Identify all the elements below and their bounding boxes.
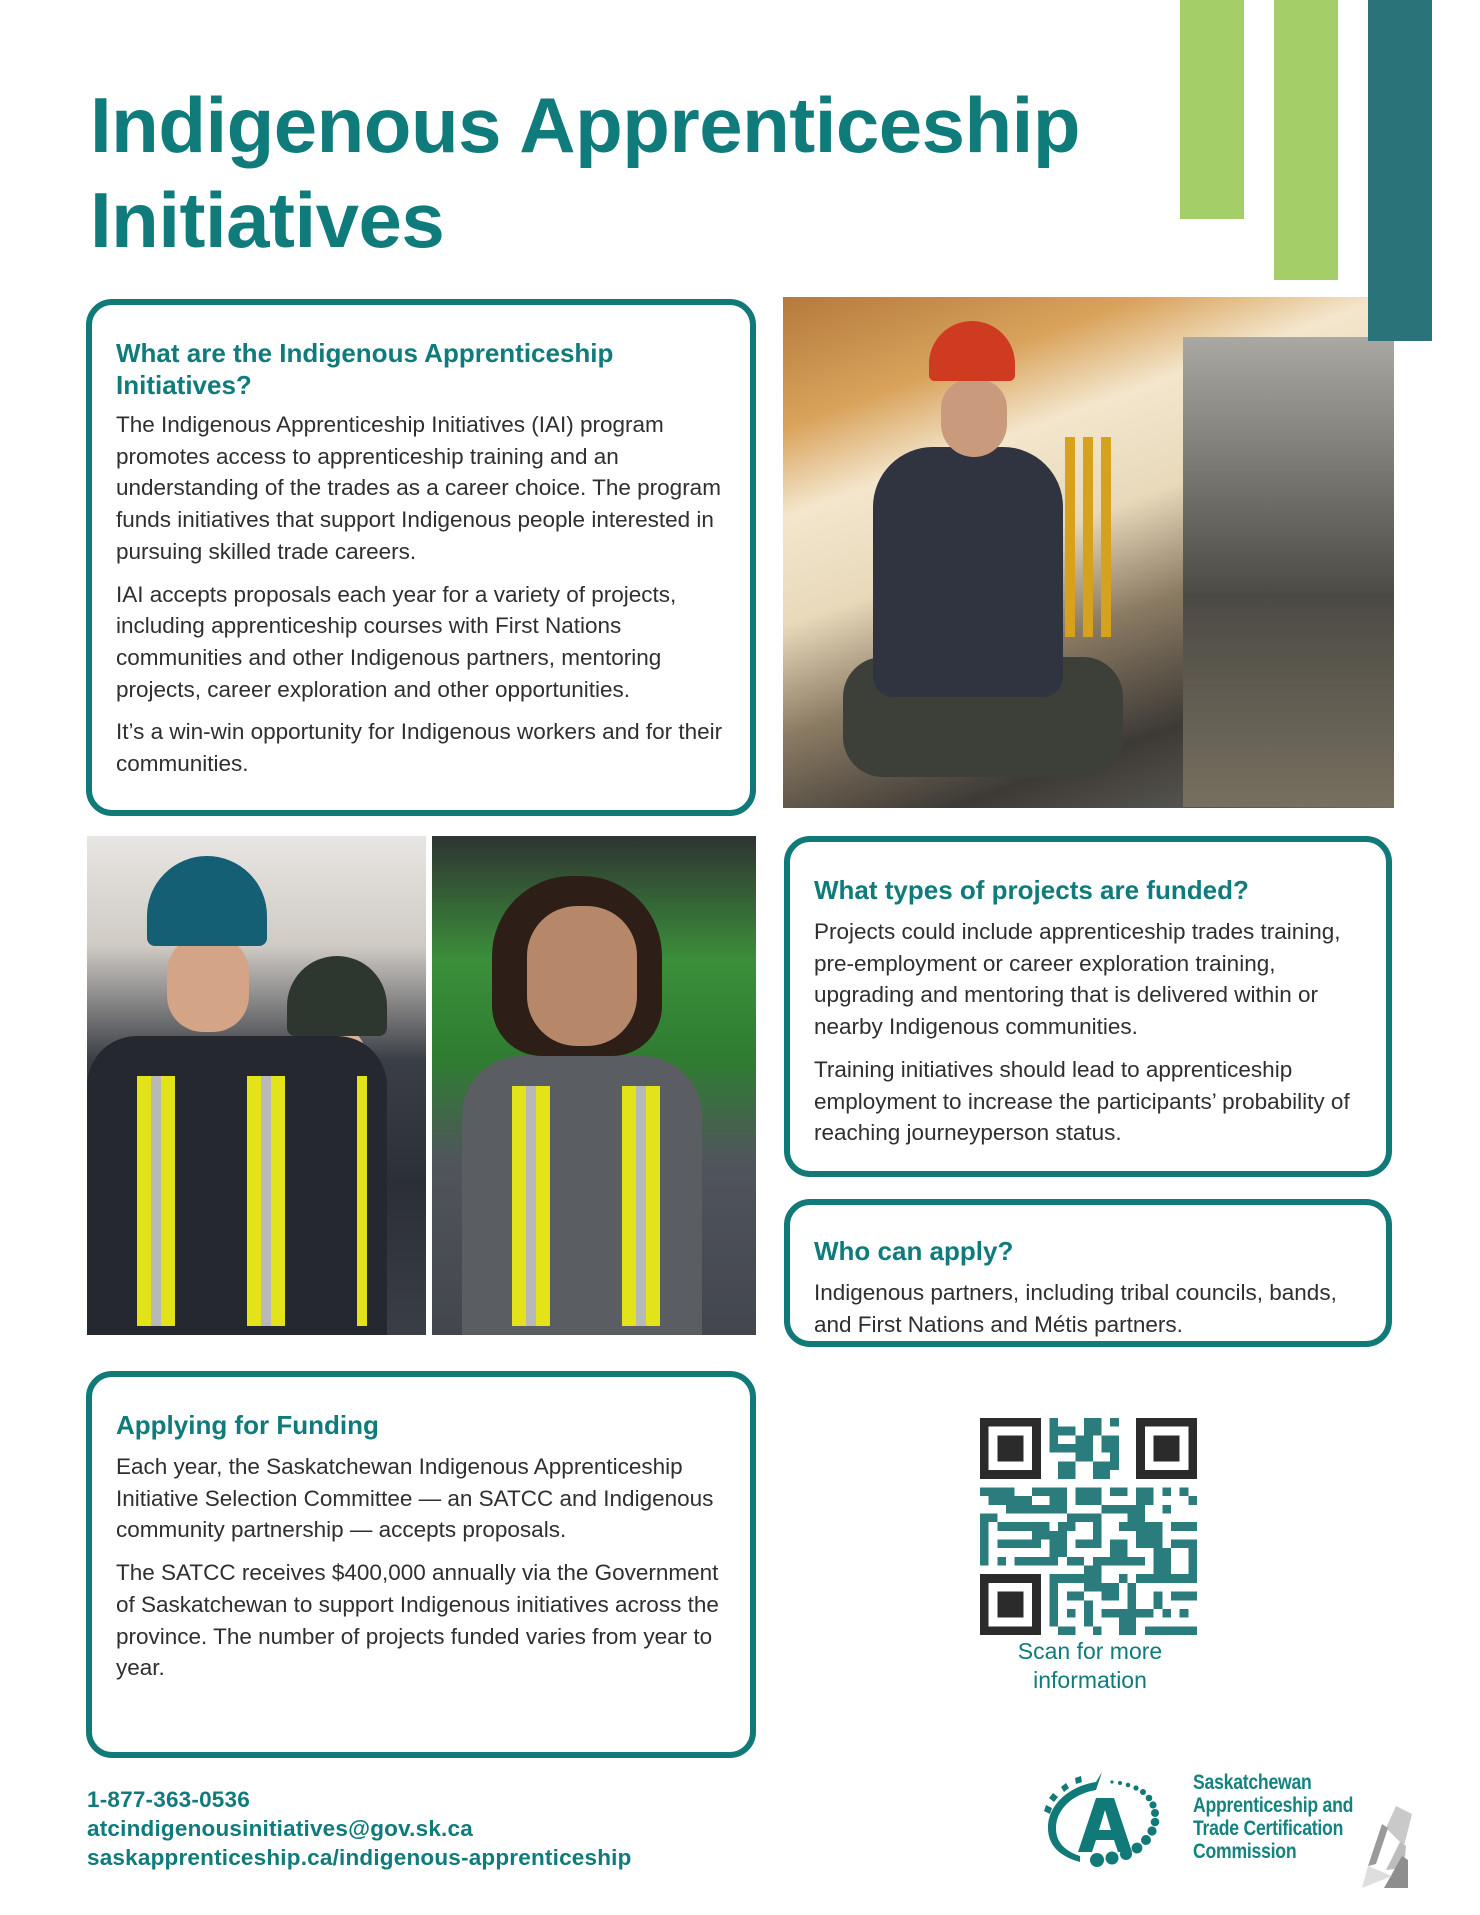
website-link[interactable]: saskapprenticeship.ca/indigenous-apprenticeship — [87, 1845, 632, 1870]
decorative-green-bar-2 — [1274, 0, 1338, 280]
page-title-line-2: Initiatives — [90, 176, 445, 264]
engine-shape — [1183, 337, 1394, 807]
qr-caption-line-1: Scan for more — [1017, 1638, 1163, 1664]
who-can-apply-heading: Who can apply? — [814, 1236, 1014, 1266]
applying-for-funding-paragraph-1: Each year, the Saskatchewan Indigenous Apprenticeship Initiative Selection Committee — an SATCC and Indigenous community partnership — accepts proposals. — [116, 1454, 714, 1543]
logo-line-1: Saskatchewan — [1193, 1771, 1312, 1794]
logo-line-2: Apprenticeship and — [1193, 1794, 1354, 1817]
logo-line-4: Commission — [1193, 1840, 1297, 1863]
applying-for-funding-paragraph-2: The SATCC receives $400,000 annually via the Government of Saskatchewan to support Indigenous initiatives across the province. The number of projects funded varies from year to year. — [116, 1560, 719, 1681]
what-are-iai-heading: What are the Indigenous Apprenticeship Initiatives? — [116, 338, 614, 400]
qr-code-icon[interactable] — [980, 1418, 1197, 1635]
figure-body — [873, 447, 1063, 697]
who-can-apply-card — [784, 1199, 1392, 1347]
email-link[interactable]: atcindigenousinitiatives@gov.sk.ca — [87, 1816, 473, 1841]
project-types-heading: What types of projects are funded? — [814, 875, 1249, 905]
photo-workers-hi-vis-jackets — [87, 836, 426, 1335]
yellow-rail — [1101, 437, 1111, 637]
phone-link[interactable]: 1-877-363-0536 — [87, 1787, 250, 1812]
page-title — [90, 78, 1080, 268]
hi-vis-stripes — [107, 1076, 367, 1326]
what-are-iai-paragraph-1: The Indigenous Apprenticeship Initiatives (IAI) program promotes access to apprenticeship training and an understanding of the trades as a career choice. The program funds initiatives that support Indigenous people interested in pursuing skilled trade careers. — [116, 412, 721, 564]
project-types-card — [784, 836, 1392, 1177]
yellow-rail — [1083, 437, 1093, 637]
what-are-iai-paragraph-3: It’s a win-win opportunity for Indigenous workers and for their communities. — [116, 719, 723, 777]
contact-info — [87, 1785, 632, 1872]
page-title-line-1: Indigenous Apprenticeship — [90, 81, 1080, 169]
what-are-iai-paragraph-2: IAI accepts proposals each year for a variety of projects, including apprenticeship courses with First Nations communities and other Indigenous partners, mentoring projects, career exploration and other opportunities. — [116, 581, 677, 702]
blue-hardhat-icon — [147, 856, 267, 946]
hi-vis-stripes — [482, 1086, 682, 1326]
project-types-paragraph-2: Training initiatives should lead to apprenticeship employment to increase the participants’ probability of reaching journeyperson status. — [814, 1056, 1350, 1146]
what-are-iai-card — [86, 299, 756, 816]
decorative-green-bar-1 — [1180, 0, 1244, 219]
sail-shapes-icon — [1356, 1806, 1412, 1888]
figure-face — [527, 906, 637, 1046]
project-types-paragraph-1: Projects could include apprenticeship trades training, pre-employment or career exploration training, upgrading and mentoring that is delivered within or nearby Indigenous communities. — [814, 919, 1341, 1040]
photo-woman-red-hardhat-mechanic — [783, 297, 1394, 808]
satcc-logo-text — [1193, 1771, 1353, 1863]
qr-caption-line-2: information — [1033, 1667, 1147, 1693]
yellow-rail — [1065, 437, 1075, 637]
satcc-a-emblem-icon — [1040, 1770, 1175, 1880]
figure-face — [941, 379, 1007, 457]
qr-caption — [960, 1637, 1220, 1695]
photo-man-coveralls-green-equipment — [432, 836, 756, 1335]
black-hardhat-icon — [287, 956, 387, 1036]
who-can-apply-paragraph: Indigenous partners, including tribal councils, bands, and First Nations and Métis partners. — [814, 1280, 1337, 1337]
decorative-teal-bar — [1368, 0, 1432, 341]
applying-for-funding-card — [86, 1371, 756, 1758]
logo-line-3: Trade Certification — [1193, 1817, 1344, 1840]
figure-face — [167, 936, 249, 1032]
applying-for-funding-heading: Applying for Funding — [116, 1410, 379, 1440]
red-hardhat-icon — [929, 321, 1015, 381]
